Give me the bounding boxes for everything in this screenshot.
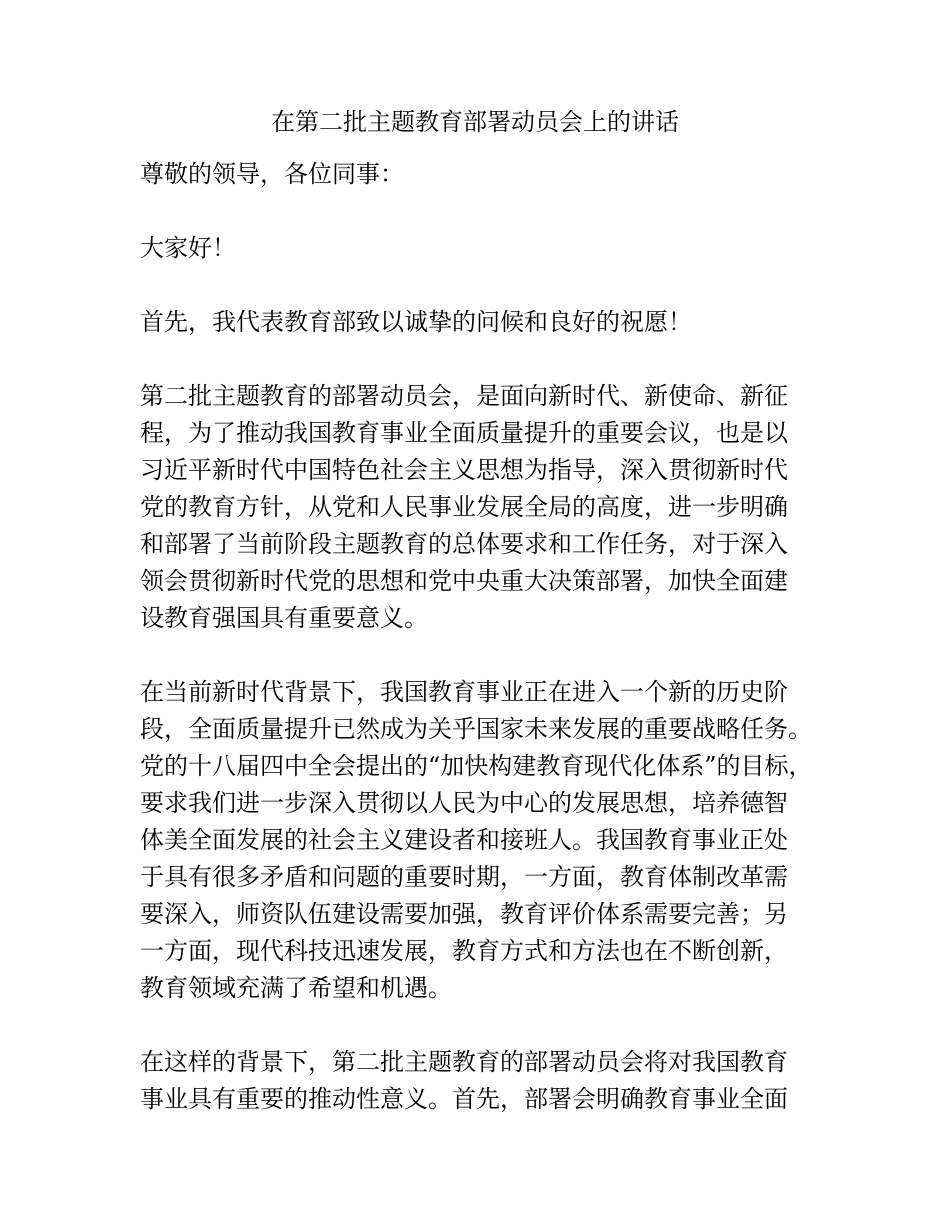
paragraph-line: 体美全面发展的社会主义建设者和接班人。我国教育事业正处 <box>140 826 788 854</box>
paragraph-line: 要求我们进一步深入贯彻以人民为中心的发展思想，培养德智 <box>140 789 788 817</box>
paragraph-line: 段，全面质量提升已然成为关乎国家未来发展的重要战略任务。 <box>140 715 812 743</box>
paragraph-line: 设教育强国具有重要意义。 <box>140 604 428 632</box>
opening-paragraph: 首先，我代表教育部致以诚挚的问候和良好的祝愿！ <box>140 308 692 336</box>
paragraph-line: 在当前新时代背景下，我国教育事业正在进入一个新的历史阶 <box>140 678 788 706</box>
paragraph-line: 在这样的背景下，第二批主题教育的部署动员会将对我国教育 <box>140 1048 788 1076</box>
paragraph-line: 教育领域充满了希望和机遇。 <box>140 974 452 1002</box>
paragraph-line: 于具有很多矛盾和问题的重要时期，一方面，教育体制改革需 <box>140 863 788 891</box>
salutation: 尊敬的领导，各位同事： <box>140 160 404 188</box>
paragraph-line: 党的教育方针，从党和人民事业发展全局的高度，进一步明确 <box>140 493 788 521</box>
paragraph-3 <box>140 1044 810 1118</box>
paragraph-line: 一方面，现代科技迅速发展，教育方式和方法也在不断创新， <box>140 937 788 965</box>
paragraph-2 <box>140 674 813 1007</box>
paragraph-line: 党的十八届四中全会提出的“加快构建教育现代化体系”的目标， <box>140 752 813 780</box>
paragraph-line: 事业具有重要的推动性意义。首先，部署会明确教育事业全面 <box>140 1085 788 1113</box>
document-title: 在第二批主题教育部署动员会上的讲话 <box>271 108 679 136</box>
document-body <box>140 156 813 1155</box>
paragraph-line: 要深入，师资队伍建设需要加强，教育评价体系需要完善；另 <box>140 900 788 928</box>
paragraph-line: 第二批主题教育的部署动员会，是面向新时代、新使命、新征 <box>140 382 788 410</box>
paragraph-line: 和部署了当前阶段主题教育的总体要求和工作任务，对于深入 <box>140 530 788 558</box>
paragraph-line: 领会贯彻新时代党的思想和党中央重大决策部署，加快全面建 <box>140 567 788 595</box>
paragraph-line: 习近平新时代中国特色社会主义思想为指导，深入贯彻新时代 <box>140 456 788 484</box>
greeting: 大家好！ <box>140 234 236 262</box>
paragraph-line: 程，为了推动我国教育事业全面质量提升的重要会议，也是以 <box>140 419 788 447</box>
paragraph-1 <box>140 378 810 637</box>
